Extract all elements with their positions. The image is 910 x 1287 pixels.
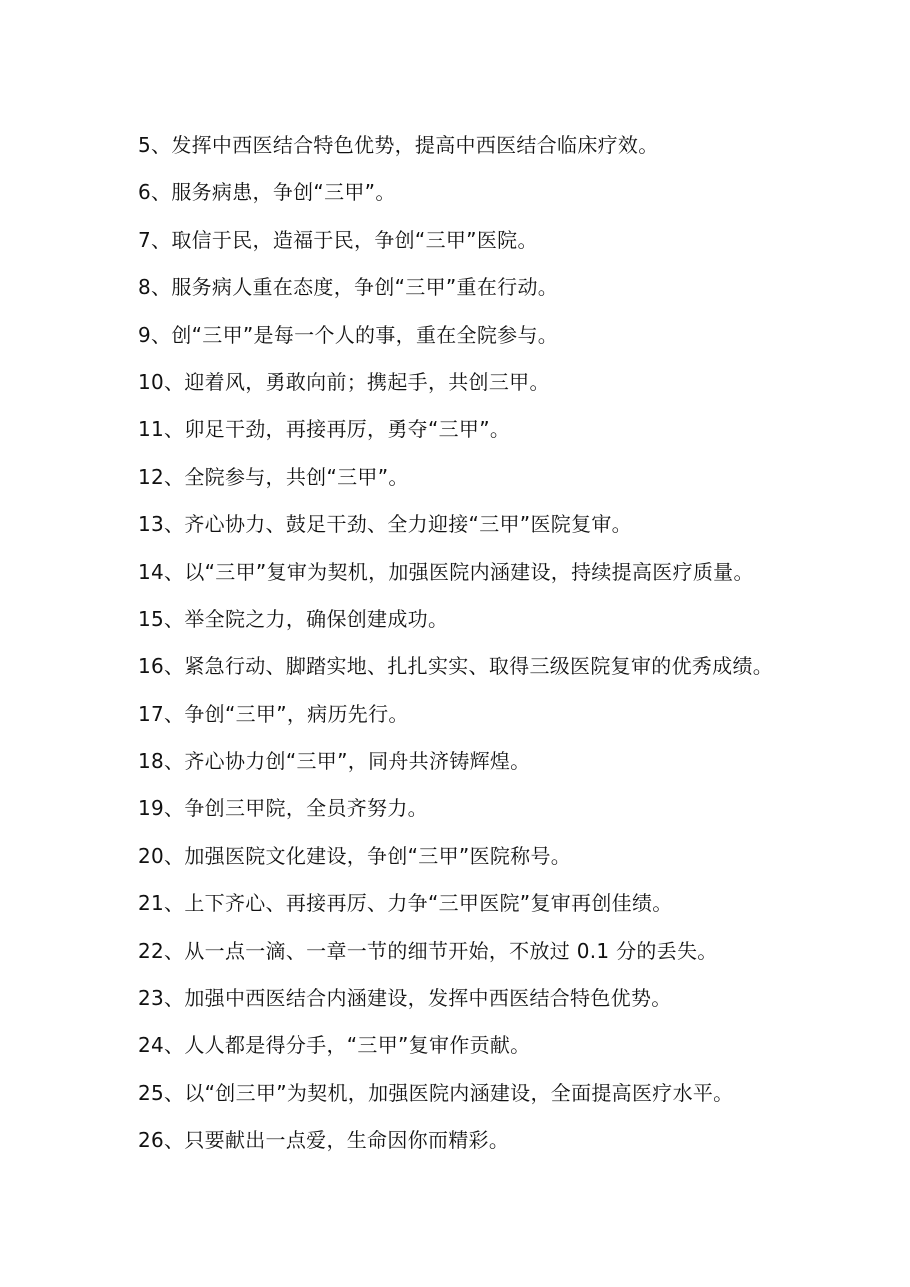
list-item: 19、争创三甲院，全员齐努力。 bbox=[138, 796, 428, 821]
list-item: 16、紧急行动、脚踏实地、扎扎实实、取得三级医院复审的优秀成绩。 bbox=[138, 654, 774, 679]
list-item: 10、迎着风，勇敢向前；携起手，共创三甲。 bbox=[138, 369, 550, 394]
list-item: 22、从一点一滴、一章一节的细节开始，不放过 0.1 分的丢失。 bbox=[138, 938, 718, 963]
list-item: 12、全院参与，共创“三甲”。 bbox=[138, 464, 409, 489]
list-item: 8、服务病人重在态度，争创“三甲”重在行动。 bbox=[138, 275, 559, 300]
list-item: 17、争创“三甲”，病历先行。 bbox=[138, 701, 409, 726]
list-item: 18、齐心协力创“三甲”，同舟共济铸辉煌。 bbox=[138, 749, 531, 774]
list-item: 6、服务病患，争创“三甲”。 bbox=[138, 180, 396, 205]
list-item: 15、举全院之力，确保创建成功。 bbox=[138, 606, 449, 631]
list-item: 21、上下齐心、再接再厉、力争“三甲医院”复审再创佳绩。 bbox=[138, 891, 673, 916]
list-item: 23、加强中西医结合内涵建设，发挥中西医结合特色优势。 bbox=[138, 986, 672, 1011]
list-item: 9、创“三甲”是每一个人的事，重在全院参与。 bbox=[138, 322, 559, 347]
list-item: 5、发挥中西医结合特色优势，提高中西医结合临床疗效。 bbox=[138, 133, 659, 157]
slogan-list bbox=[138, 122, 898, 1165]
list-item: 13、齐心协力、鼓足干劲、全力迎接“三甲”医院复审。 bbox=[138, 512, 632, 537]
list-item: 14、以“三甲”复审为契机，加强医院内涵建设，持续提高医疗质量。 bbox=[138, 559, 754, 584]
list-item: 26、只要献出一点爱，生命因你而精彩。 bbox=[138, 1128, 510, 1153]
list-item: 7、取信于民，造福于民，争创“三甲”医院。 bbox=[138, 227, 538, 252]
list-item: 24、人人都是得分手，“三甲”复审作贡献。 bbox=[138, 1033, 531, 1058]
list-item: 11、卯足干劲，再接再厉，勇夺“三甲”。 bbox=[138, 417, 511, 442]
list-item: 25、以“创三甲”为契机，加强医院内涵建设，全面提高医疗水平。 bbox=[138, 1080, 734, 1105]
list-item: 20、加强医院文化建设，争创“三甲”医院称号。 bbox=[138, 843, 572, 868]
